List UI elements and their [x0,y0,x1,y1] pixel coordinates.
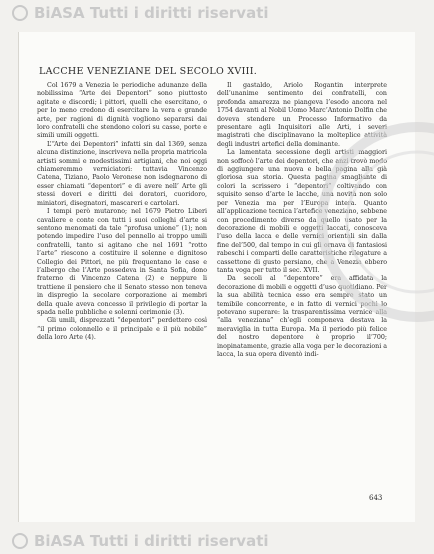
watermark-text-top: BiASA Tutti i diritti riservati [34,4,269,22]
paragraph: L’“Arte dei Depentori” infatti sin dal 1369, senza alcuna distinzione, inscriveva nella propria matricola artisti sommi e modestissimi artigiani, che noi oggi chiameremmo verniciatori: tuttavia Vincenzo Catena, Tiziano, Paolo Veronese non isdegnarono di esser chiamati “depentori” e di avere nell’ Arte gli stessi doveri e diritti dei doratori, cuoridoro, miniatori, disegnatori, mascareri e cartolari. [37,140,207,207]
paragraph: La lamentata secessione degli artisti maggiori non soffocò l’arte dei depentori, che anzi trovò modo di aggiungere una nuova e bella pagina alla già gloriosa sua storia. Questa pagina smagliante di colori la scrissero i “depentori” coltivando con squisito senso d’arte le lacche, una novità non solo per Venezia ma per l’Europa intera. Quanto all’applicazione tecnica l’artefice veneziano, sebbene con procedimento diverso da quello usato per la decorazione di mobili e oggetti laccati, conosceva l’uso della lacca e delle vernici orientali sin dalla fine del’500, dal tempo in cui gli ornava di fantasiosi rabeschi i comparti delle caratteristiche rilegature a cassettone di gusto persiano, che a Venezia ebbero tanta voga per tutto il sec. XVII. [217,149,387,274]
biasa-logo-icon [12,5,28,21]
paragraph: I tempi però mutarono; nel 1679 Pietro Liberi cavaliere e conte con tutti i suoi colleghi d’arte si sentono menomati da tale “profusa unione” (1); non potendo impedire l’uso del pennello ai troppo umili confratelli, tanto si agitano che nel 1691 “rotto l’arte” riescono a costituire il solenne e dignitoso Collegio dei Pittori, ne più frequentano le case e l’albergo che l’Arte possedeva in Santa Sofia, dono fraterno di Vincenzo Catena (2) e neppure li trattiene il pensiero che il Senato stesso non teneva in dispregio la secolare corporazione ai membri della quale aveva concesso il privilegio di portar la spada nelle pubbliche e solenni cerimonie (3). [37,208,207,316]
watermark-text-bottom: BiASA Tutti i diritti riservati [34,532,269,550]
biasa-logo-icon [12,533,28,549]
right-column [217,82,387,359]
paragraph: Da secoli al “depentore” era affidata la decorazione di mobili e oggetti d’uso quotidiano. Per la sua abilità tecnica esso era sempre stato un temibile concorrente, e in fatto di vernici pochi lo potevano superare: la trasparentissima vernice alla “alla veneziana” ch’egli componeva destava la meraviglia in tutta Europa. Ma il periodo più felice del nostro depentore è proprio il’700; inopinatamente, grazie alla voga per le decorazioni a lacca, la sua opera diventò indi- [217,275,387,358]
document-page [18,32,415,522]
page-title: LACCHE VENEZIANE DEL SECOLO XVIII. [39,66,258,77]
watermark-top [0,2,434,24]
page-number: 643 [369,494,383,502]
watermark-bottom [0,530,434,552]
left-column [37,82,207,343]
paragraph: Col 1679 a Venezia le periodiche adunanze della nobilissima “Arte dei Depentori” sono piuttosto agitate e discordi; i pittori, quelli che esercitano, o per lo meno credono di esercitare la vera e grande arte, per ragioni di dignità vogliono separarsi dai loro confratelli che stendono colori su casse, porte e simili umili oggetti. [37,82,207,140]
paragraph: Gli umili, disprezzati “depentori” perdettero così “il primo colonnello e il principale e il più nobile” della loro Arte (4). [37,317,207,342]
paragraph: Il gastaldo, Ariolo Rogantin interprete dell’unanime sentimento dei confratelli, con profonda amarezza ne piangeva l’esodo ancora nel 1754 davanti al Nobil Uomo Marc’Antonio Dolfin che doveva stendere un Processo Informativo da presentare agli Inquisitori alle Arti, i severi magistrati che disciplinavano la molteplice attività degli industri artefici della dominante. [217,82,387,148]
